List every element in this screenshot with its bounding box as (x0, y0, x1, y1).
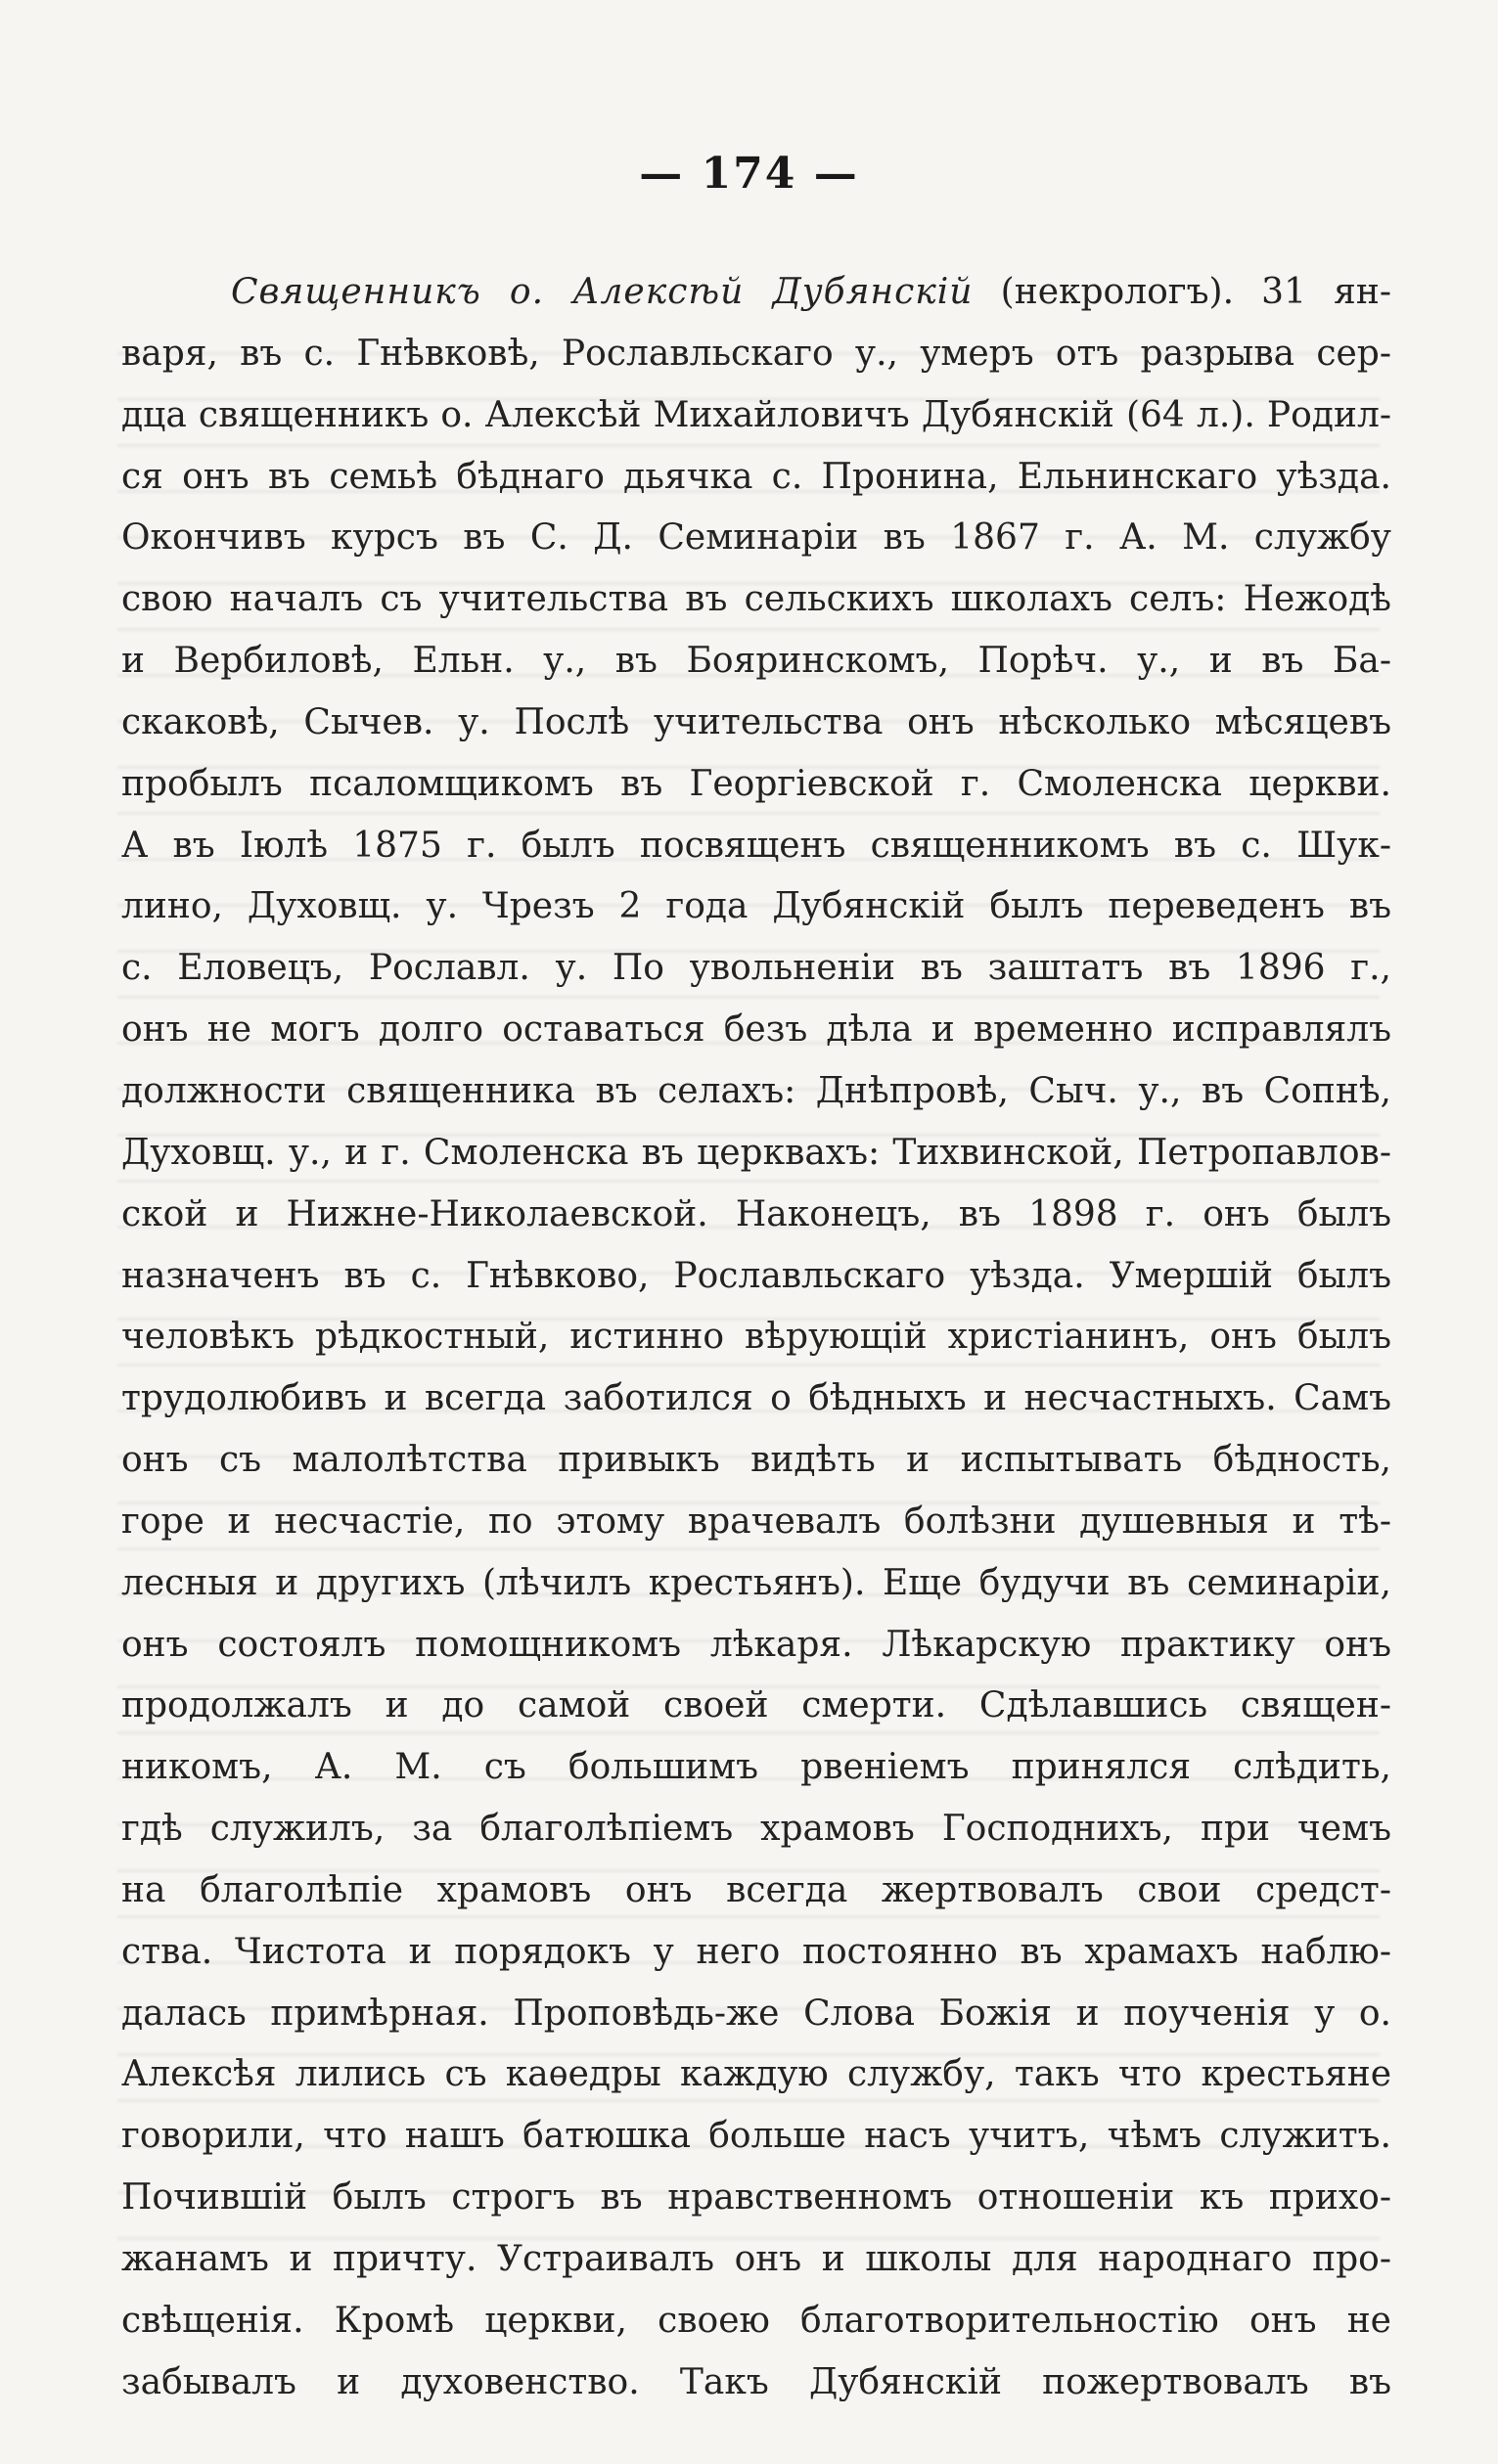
text-line: никомъ, А. М. съ большимъ рвеніемъ принялся слѣдить, (121, 1747, 1391, 1788)
text-line: пробылъ псаломщикомъ въ Георгіевской г. Смоленска церкви. (121, 763, 1391, 804)
text-line: ства. Чистота и порядокъ у него постоянно въ храмахъ наблю- (121, 1931, 1391, 1972)
text-line: горе и несчастіе, по этому врачевалъ болѣзни душевныя и тѣ- (121, 1501, 1391, 1542)
text-line: лесныя и другихъ (лѣчилъ крестьянъ). Еще будучи въ семинаріи, (121, 1562, 1391, 1603)
text-line: жанамъ и причту. Устраивалъ онъ и школы для народнаго про- (121, 2239, 1391, 2279)
text-line: далась примѣрная. Проповѣдь-же Слова Божія и поученія у о. (121, 1993, 1391, 2034)
text-line: ся онъ въ семьѣ бѣднаго дьячка с. Пронина, Ельнинскаго уѣзда. (121, 456, 1391, 497)
text-line: Алексѣя лились съ каѳедры каждую службу, такъ что крестьяне (121, 2054, 1391, 2095)
text-line: онъ состоялъ помощникомъ лѣкаря. Лѣкарскую практику онъ (121, 1624, 1391, 1665)
text-line (121, 262, 1391, 324)
text-line: свою началъ съ учительства въ сельскихъ школахъ селъ: Нежодѣ (121, 579, 1391, 620)
obituary-heading-name: Священникъ о. Алексѣй Дубянскій (231, 272, 974, 312)
text-line: забывалъ и духовенство. Такъ Дубянскій пожертвовалъ въ (121, 2361, 1391, 2402)
text-line: человѣкъ рѣдкостный, истинно вѣрующій христіанинъ, онъ былъ (121, 1317, 1391, 1358)
text-line: Окончивъ курсъ въ С. Д. Семинаріи въ 1867 г. А. М. службу (121, 517, 1391, 559)
text-line: говорили, что нашъ батюшка больше насъ учитъ, чѣмъ служитъ. (121, 2116, 1391, 2157)
text-line: Духовщ. у., и г. Смоленска въ церквахъ: Тихвинской, Петропавлов- (121, 1132, 1391, 1173)
text-line: назначенъ въ с. Гнѣвково, Рославльскаго уѣзда. Умершій былъ (121, 1255, 1391, 1296)
text-line: Почившій былъ строгъ въ нравственномъ отношеніи къ прихо- (121, 2177, 1391, 2218)
text-line: на благолѣпіе храмовъ онъ всегда жертвовалъ свои средст- (121, 1869, 1391, 1910)
text-line: скаковѣ, Сычев. у. Послѣ учительства онъ нѣсколько мѣсяцевъ (121, 701, 1391, 742)
text-line: гдѣ служилъ, за благолѣпіемъ храмовъ Господнихъ, при чемъ (121, 1809, 1391, 1850)
text-line: свѣщенія. Кромѣ церкви, своею благотворительностію онъ не (121, 2300, 1391, 2341)
text-line: продолжалъ и до самой своей смерти. Сдѣлавшись священ- (121, 1685, 1391, 1726)
text-line: лино, Духовщ. у. Чрезъ 2 года Дубянскій былъ переведенъ въ (121, 886, 1391, 927)
text-line-rest: (некрологъ). 31 ян- (973, 272, 1391, 312)
page-number: — 174 — (639, 149, 859, 199)
text-line: онъ не могъ долго оставаться безъ дѣла и временно исправлялъ (121, 1009, 1391, 1051)
text-line: онъ съ малолѣтства привыкъ видѣть и испытывать бѣдность, (121, 1440, 1391, 1481)
text-line: А въ Іюлѣ 1875 г. былъ посвященъ священникомъ въ с. Шук- (121, 825, 1391, 866)
text-line: должности священника въ селахъ: Днѣпровѣ, Сыч. у., въ Сопнѣ, (121, 1070, 1391, 1111)
text-line: варя, въ с. Гнѣвковѣ, Рославльскаго у., умеръ отъ разрыва сер- (121, 333, 1391, 374)
text-line: с. Еловецъ, Рославл. у. По увольненіи въ заштатъ въ 1896 г., (121, 948, 1391, 989)
text-line: ской и Нижне-Николаевской. Наконецъ, въ 1898 г. онъ былъ (121, 1193, 1391, 1234)
text-line: и Вербиловѣ, Ельн. у., въ Бояринскомъ, Порѣч. у., и въ Ба- (121, 641, 1391, 682)
text-line: дца священникъ о. Алексѣй Михайловичъ Дубянскій (64 л.). Родил- (121, 394, 1391, 435)
text-line: трудолюбивъ и всегда заботился о бѣдныхъ и несчастныхъ. Самъ (121, 1378, 1391, 1419)
obituary-text-block (121, 262, 1391, 2414)
